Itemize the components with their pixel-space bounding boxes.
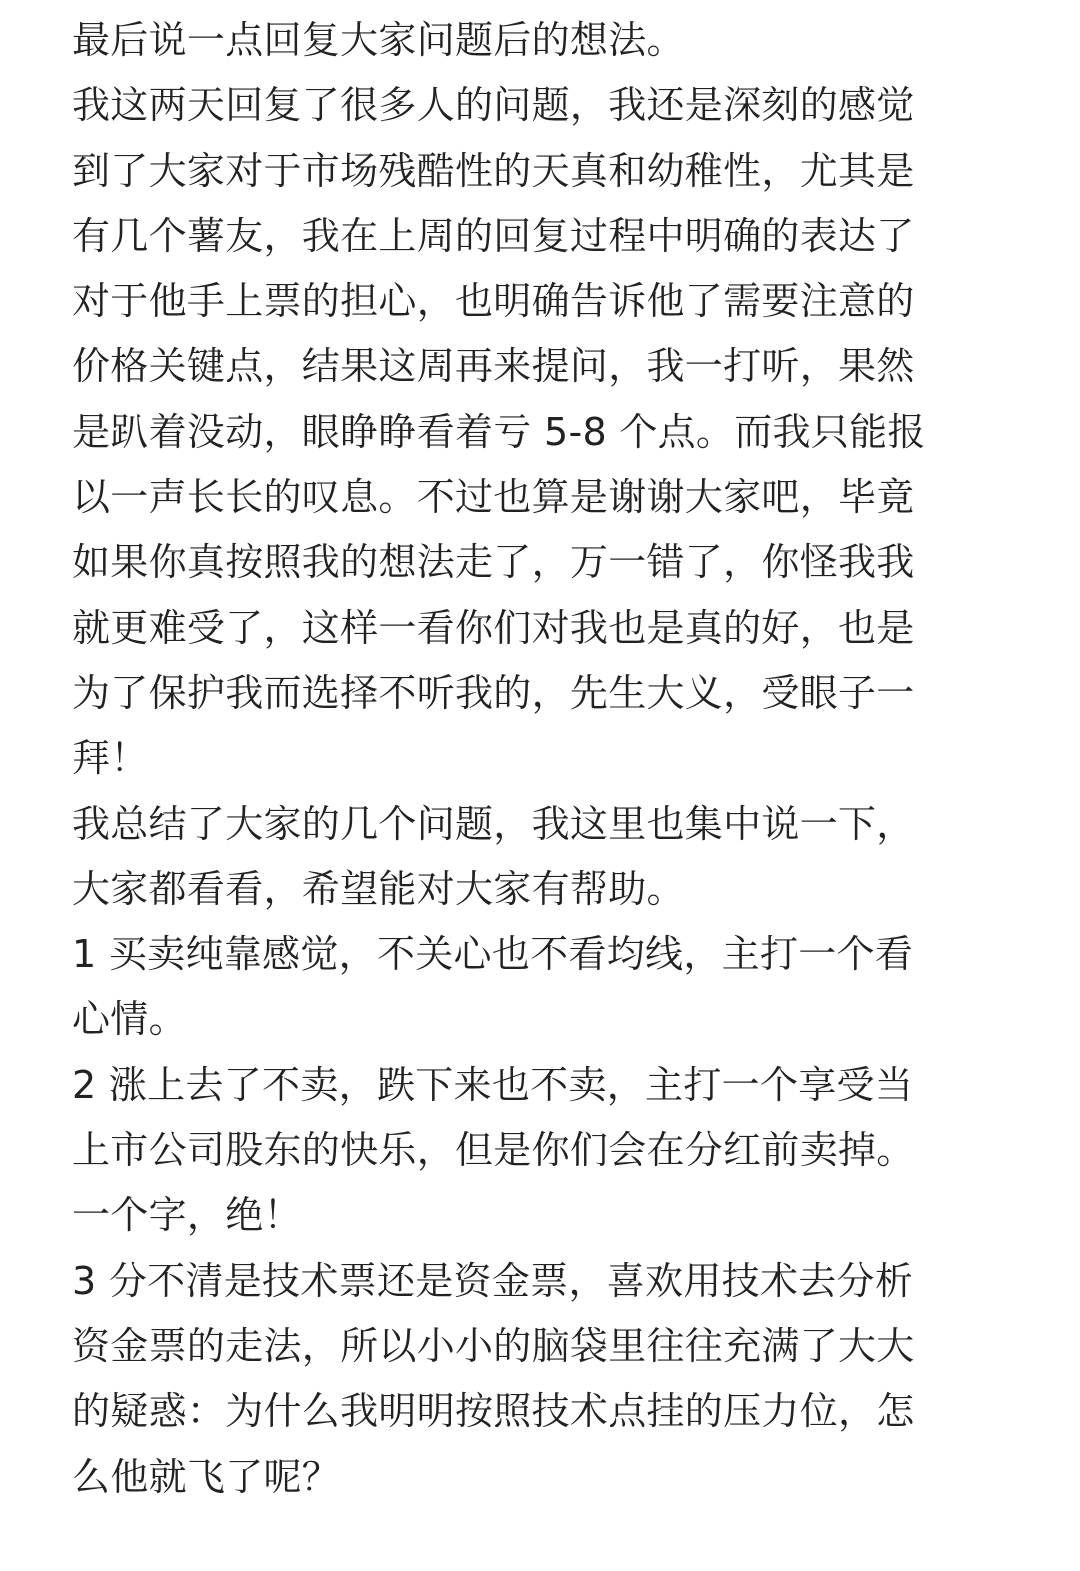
- text-line: 最后说一点回复大家问题后的想法。: [72, 18, 685, 62]
- text-line: 对于他手上票的担心，也明确告诉他了需要注意的: [72, 279, 915, 324]
- text-line: 就更难受了，这样一看你们对我也是真的好，也是: [72, 605, 915, 650]
- text-line: 有几个薯友，我在上周的回复过程中明确的表达了: [72, 213, 915, 258]
- text-line: 的疑惑：为什么我明明按照技术点挂的压力位，怎: [72, 1389, 915, 1434]
- text-line: 到了大家对于市场残酷性的天真和幼稚性，尤其是: [72, 148, 915, 193]
- text-line: 2 涨上去了不卖，跌下来也不卖，主打一个享受当: [72, 1062, 914, 1107]
- text-line: 么他就飞了呢？: [72, 1454, 341, 1499]
- text-line: 拜！: [72, 736, 149, 781]
- text-line: 我总结了大家的几个问题，我这里也集中说一下，: [72, 801, 915, 846]
- text-line: 一个字，绝！: [72, 1193, 302, 1238]
- text-line: 是趴着没动，眼睁睁看着亏 5-8 个点。而我只能报: [72, 409, 926, 454]
- text-line: 大家都看看，希望能对大家有帮助。: [72, 866, 685, 911]
- text-line: 价格关键点，结果这周再来提问，我一打听，果然: [72, 344, 915, 389]
- text-line: 资金票的走法，所以小小的脑袋里往往充满了大大: [72, 1323, 915, 1368]
- text-line: 我这两天回复了很多人的问题，我还是深刻的感觉: [72, 83, 915, 128]
- text-line: 为了保护我而选择不听我的，先生大义，受眼子一: [72, 670, 915, 715]
- text-line: 以一声长长的叹息。不过也算是谢谢大家吧，毕竟: [72, 475, 915, 520]
- text-line: 上市公司股东的快乐，但是你们会在分红前卖掉。: [72, 1128, 915, 1173]
- text-line: 3 分不清是技术票还是资金票，喜欢用技术去分析: [72, 1258, 914, 1303]
- text-line: 心情。: [72, 997, 187, 1042]
- text-line: 1 买卖纯靠感觉，不关心也不看均线，主打一个看: [72, 932, 914, 977]
- text-line: 如果你真按照我的想法走了，万一错了，你怪我我: [72, 540, 915, 585]
